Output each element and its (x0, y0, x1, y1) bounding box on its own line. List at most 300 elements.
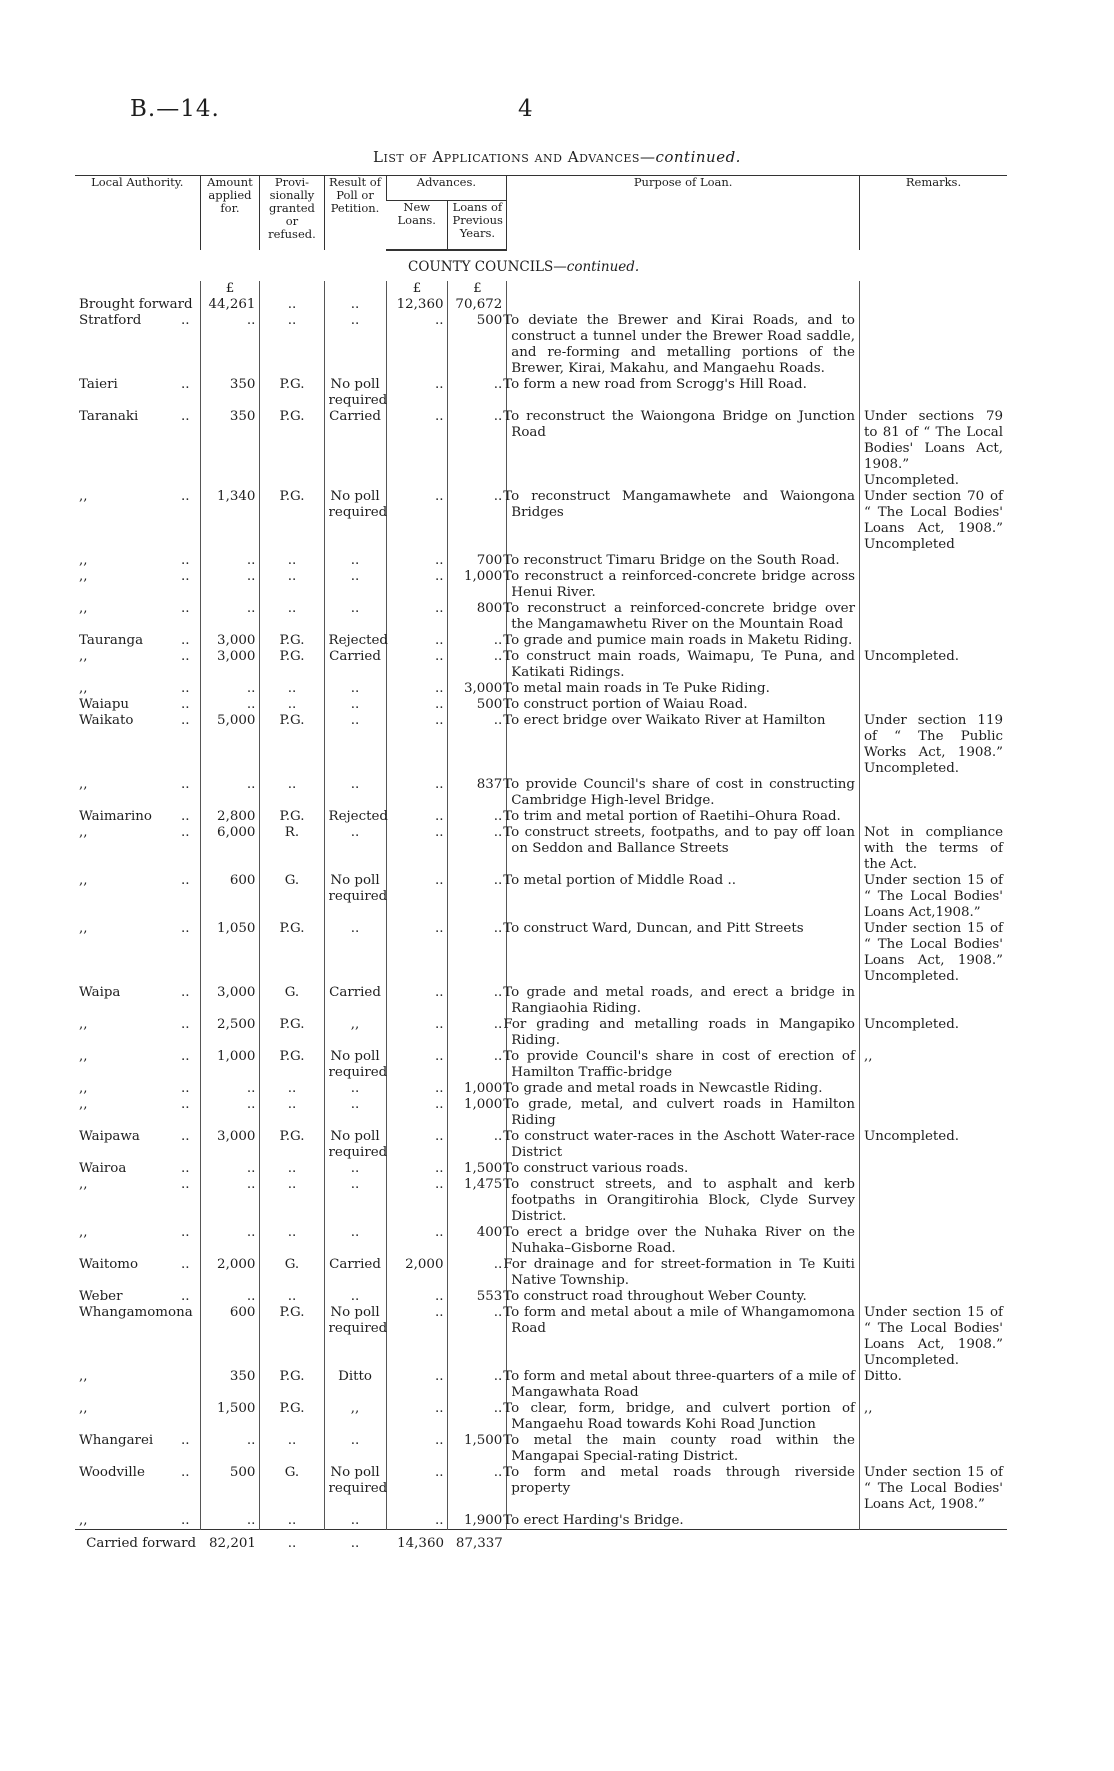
row-amount: .. (200, 1177, 260, 1225)
row-result: .. (324, 1097, 386, 1129)
row-remarks: Uncompleted. (859, 1017, 1007, 1049)
row-loans-previous: .. (448, 921, 507, 985)
row-purpose: To provide Council's share in cost of erection of Hamilton Traffic-bridge (507, 1049, 860, 1081)
authority-name: ,, (79, 1369, 88, 1384)
table-row (75, 1401, 1007, 1433)
footer-amount: 82,201 (200, 1530, 260, 1553)
authority-name: ,, (79, 601, 88, 616)
row-amount: .. (200, 553, 260, 569)
row-authority (75, 553, 200, 569)
row-result: Rejected (324, 809, 386, 825)
row-provisionally: P.G. (260, 1129, 324, 1161)
row-purpose: To reconstruct a reinforced-concrete bridge across Henui River. (507, 569, 860, 601)
row-amount: 5,000 (200, 713, 260, 777)
row-result: .. (324, 1433, 386, 1465)
table-row (75, 1097, 1007, 1129)
currency-new: £ (386, 281, 448, 297)
table-row (75, 1017, 1007, 1049)
row-provisionally: P.G. (260, 713, 324, 777)
row-loans-previous: 500 (448, 697, 507, 713)
row-result: No poll required (324, 1129, 386, 1161)
row-result: .. (324, 713, 386, 777)
row-remarks (859, 297, 1007, 313)
row-result: .. (324, 921, 386, 985)
row-amount: 600 (200, 873, 260, 921)
row-loans-previous: 837 (448, 777, 507, 809)
table-row (75, 649, 1007, 681)
leader-dots: .. (181, 313, 190, 328)
row-amount: 600 (200, 1305, 260, 1369)
title-suffix: continued. (655, 148, 741, 166)
row-purpose: To grade and pumice main roads in Maketu Riding. (507, 633, 860, 649)
leader-dots: .. (181, 569, 190, 584)
row-purpose: To erect bridge over Waikato River at Hamilton (507, 713, 860, 777)
row-remarks (859, 1161, 1007, 1177)
row-loans-previous: 700 (448, 553, 507, 569)
row-authority (75, 601, 200, 633)
row-amount: 3,000 (200, 985, 260, 1017)
row-loans-previous: .. (448, 1049, 507, 1081)
authority-name: Waimarino (79, 809, 152, 824)
row-remarks (859, 1097, 1007, 1129)
row-result: Rejected (324, 633, 386, 649)
section-heading-row (75, 250, 1007, 281)
row-purpose: To form and metal about three-quarters of a mile of Mangawhata Road (507, 1369, 860, 1401)
row-new-loans: .. (386, 873, 448, 921)
row-authority (75, 1081, 200, 1097)
row-new-loans: .. (386, 1513, 448, 1530)
leader-dots: .. (181, 553, 190, 568)
row-purpose: To reconstruct the Waiongona Bridge on Junction Road (507, 409, 860, 489)
authority-name: Waitomo (79, 1257, 139, 1272)
row-result: .. (324, 1225, 386, 1257)
row-amount: 3,000 (200, 1129, 260, 1161)
row-remarks (859, 777, 1007, 809)
leader-dots: .. (181, 601, 190, 616)
row-remarks (859, 633, 1007, 649)
row-remarks: Under section 119 of “ The Public Works Act, 1908.” Uncompleted. (859, 713, 1007, 777)
leader-dots: .. (181, 825, 190, 840)
row-purpose: To trim and metal portion of Raetihi–Ohura Road. (507, 809, 860, 825)
row-new-loans: .. (386, 1017, 448, 1049)
row-new-loans: .. (386, 1369, 448, 1401)
row-purpose: To provide Council's share of cost in constructing Cambridge High-level Bridge. (507, 777, 860, 809)
row-provisionally: P.G. (260, 377, 324, 409)
row-authority (75, 1225, 200, 1257)
table-row (75, 553, 1007, 569)
col-advances: Advances. (386, 176, 507, 201)
table-row (75, 633, 1007, 649)
authority-name: ,, (79, 649, 88, 664)
row-loans-previous: 1,500 (448, 1161, 507, 1177)
leader-dots: .. (181, 1081, 190, 1096)
row-loans-previous: .. (448, 633, 507, 649)
row-authority (75, 1017, 200, 1049)
col-purpose: Purpose of Loan. (507, 176, 860, 251)
row-purpose: To form a new road from Scrogg's Hill Road. (507, 377, 860, 409)
leader-dots: .. (181, 985, 190, 1000)
authority-name: Whangarei (79, 1433, 154, 1448)
authority-name: Weber (79, 1289, 123, 1304)
currency-amount: £ (200, 281, 260, 297)
row-purpose: To construct Ward, Duncan, and Pitt Streets (507, 921, 860, 985)
table-row (75, 825, 1007, 873)
table-row (75, 601, 1007, 633)
row-purpose: To erect a bridge over the Nuhaka River on the Nuhaka–Gisborne Road. (507, 1225, 860, 1257)
authority-name: Waiapu (79, 697, 130, 712)
row-provisionally: P.G. (260, 809, 324, 825)
row-amount: .. (200, 313, 260, 377)
row-provisionally: .. (260, 697, 324, 713)
row-new-loans: 2,000 (386, 1257, 448, 1289)
row-remarks: Uncompleted. (859, 1129, 1007, 1161)
row-authority (75, 1049, 200, 1081)
row-amount: 350 (200, 1369, 260, 1401)
row-result: ,, (324, 1017, 386, 1049)
row-authority (75, 1401, 200, 1433)
authority-name: ,, (79, 1097, 88, 1112)
row-authority (75, 1513, 200, 1530)
row-result: No poll required (324, 489, 386, 553)
row-new-loans: .. (386, 313, 448, 377)
table-row (75, 1433, 1007, 1465)
row-purpose: To erect Harding's Bridge. (507, 1513, 860, 1530)
row-authority (75, 409, 200, 489)
row-new-loans: .. (386, 985, 448, 1017)
row-new-loans: .. (386, 601, 448, 633)
row-provisionally: .. (260, 297, 324, 313)
row-provisionally: .. (260, 313, 324, 377)
row-remarks: Under section 15 of “ The Local Bodies' Loans Act,1908.” (859, 873, 1007, 921)
leader-dots: .. (181, 1097, 190, 1112)
row-provisionally: G. (260, 1465, 324, 1513)
row-remarks (859, 809, 1007, 825)
row-amount: 1,500 (200, 1401, 260, 1433)
table-row (75, 873, 1007, 921)
row-purpose (507, 297, 860, 313)
leader-dots: .. (181, 921, 190, 936)
row-result: Carried (324, 409, 386, 489)
row-new-loans: .. (386, 377, 448, 409)
row-amount: .. (200, 1225, 260, 1257)
row-authority (75, 297, 200, 313)
row-purpose: To reconstruct Timaru Bridge on the South Road. (507, 553, 860, 569)
row-provisionally: P.G. (260, 1049, 324, 1081)
leader-dots: .. (181, 1225, 190, 1240)
row-loans-previous: 553 (448, 1289, 507, 1305)
row-purpose: To construct streets, footpaths, and to pay off loan on Seddon and Ballance Streets (507, 825, 860, 873)
row-amount: 44,261 (200, 297, 260, 313)
row-loans-previous: .. (448, 409, 507, 489)
row-purpose: To clear, form, bridge, and culvert portion of Mangaehu Road towards Kohi Road Junction (507, 1401, 860, 1433)
row-amount: .. (200, 1289, 260, 1305)
row-result: Ditto (324, 1369, 386, 1401)
footer-label: Carried forward (75, 1530, 200, 1553)
row-remarks (859, 1289, 1007, 1305)
row-amount: 2,800 (200, 809, 260, 825)
leader-dots: .. (181, 649, 190, 664)
leader-dots: .. (181, 1177, 190, 1192)
authority-name: ,, (79, 569, 88, 584)
table-row (75, 713, 1007, 777)
row-provisionally: .. (260, 1097, 324, 1129)
authority-name: ,, (79, 873, 88, 888)
row-remarks: ,, (859, 1401, 1007, 1433)
row-new-loans: .. (386, 1433, 448, 1465)
table-row (75, 809, 1007, 825)
table-row (75, 1225, 1007, 1257)
row-result: Carried (324, 649, 386, 681)
authority-name: Waipa (79, 985, 121, 1000)
row-loans-previous: .. (448, 1257, 507, 1289)
col-amount-applied: Amount applied for. (200, 176, 260, 251)
row-loans-previous: .. (448, 825, 507, 873)
authority-name: ,, (79, 1177, 88, 1192)
row-loans-previous: 500 (448, 313, 507, 377)
leader-dots: .. (181, 633, 190, 648)
row-remarks (859, 1081, 1007, 1097)
row-result: No poll required (324, 1465, 386, 1513)
row-new-loans: .. (386, 633, 448, 649)
row-authority (75, 649, 200, 681)
row-new-loans: 12,360 (386, 297, 448, 313)
row-result: .. (324, 313, 386, 377)
row-provisionally: .. (260, 1225, 324, 1257)
page-number: 4 (518, 96, 533, 122)
table-row (75, 1161, 1007, 1177)
row-provisionally: P.G. (260, 489, 324, 553)
row-provisionally: P.G. (260, 409, 324, 489)
row-amount: 3,000 (200, 649, 260, 681)
row-remarks (859, 1177, 1007, 1225)
row-provisionally: .. (260, 777, 324, 809)
row-purpose: To reconstruct Mangamawhete and Waiongona Bridges (507, 489, 860, 553)
row-loans-previous: .. (448, 1129, 507, 1161)
row-provisionally: P.G. (260, 1369, 324, 1401)
col-remarks: Remarks. (859, 176, 1007, 251)
row-authority (75, 777, 200, 809)
row-remarks: Under section 15 of “ The Local Bodies' Loans Act, 1908.” (859, 1465, 1007, 1513)
authority-name: ,, (79, 681, 88, 696)
row-authority (75, 809, 200, 825)
leader-dots: .. (181, 1129, 190, 1144)
row-loans-previous: .. (448, 377, 507, 409)
row-purpose: To construct main roads, Waimapu, Te Puna, and Katikati Ridings. (507, 649, 860, 681)
row-remarks: Under section 15 of “ The Local Bodies' Loans Act, 1908.” Uncompleted. (859, 921, 1007, 985)
row-result: Carried (324, 985, 386, 1017)
table-row (75, 377, 1007, 409)
row-authority (75, 313, 200, 377)
row-provisionally: P.G. (260, 649, 324, 681)
row-new-loans: .. (386, 1305, 448, 1369)
authority-name: ,, (79, 1017, 88, 1032)
row-amount: 1,050 (200, 921, 260, 985)
footer-new: 14,360 (386, 1530, 448, 1553)
row-result: .. (324, 601, 386, 633)
row-provisionally: .. (260, 569, 324, 601)
row-new-loans: .. (386, 1097, 448, 1129)
row-authority (75, 489, 200, 553)
row-new-loans: .. (386, 921, 448, 985)
leader-dots: .. (181, 377, 190, 392)
table-row (75, 1257, 1007, 1289)
row-purpose: To construct portion of Waiau Road. (507, 697, 860, 713)
row-result: .. (324, 553, 386, 569)
row-new-loans: .. (386, 1289, 448, 1305)
authority-name: Brought forward (79, 297, 193, 312)
authority-name: Waikato (79, 713, 134, 728)
row-provisionally: .. (260, 1177, 324, 1225)
col-local-authority: Local Authority. (75, 176, 200, 251)
leader-dots: .. (181, 1433, 190, 1448)
col-result-poll: Result of Poll or Petition. (324, 176, 386, 251)
row-purpose: To metal main roads in Te Puke Riding. (507, 681, 860, 697)
row-new-loans: .. (386, 1129, 448, 1161)
row-result: .. (324, 1081, 386, 1097)
row-purpose: To reconstruct a reinforced-concrete bridge over the Mangamawhetu River on the Mountain Road (507, 601, 860, 633)
row-remarks (859, 697, 1007, 713)
table-row (75, 1081, 1007, 1097)
row-remarks (859, 1433, 1007, 1465)
row-new-loans: .. (386, 1161, 448, 1177)
row-purpose: To grade and metal roads, and erect a bridge in Rangiaohia Riding. (507, 985, 860, 1017)
row-purpose: To deviate the Brewer and Kirai Roads, and to construct a tunnel under the Brewer Road saddle, and re-forming and metalling portions of the Brewer, Kirai, Makahu, and Mangaehu Roads. (507, 313, 860, 377)
footer-prev: 87,337 (448, 1530, 507, 1553)
row-remarks: ,, (859, 1049, 1007, 1081)
leader-dots: .. (181, 1049, 190, 1064)
authority-name: ,, (79, 777, 88, 792)
row-provisionally: .. (260, 553, 324, 569)
row-new-loans: .. (386, 713, 448, 777)
row-remarks: Under sections 79 to 81 of “ The Local Bodies' Loans Act, 1908.” Uncompleted. (859, 409, 1007, 489)
row-result: .. (324, 1161, 386, 1177)
authority-name: Whangamomona (79, 1305, 193, 1320)
footer-result: .. (324, 1530, 386, 1553)
row-provisionally: G. (260, 985, 324, 1017)
row-authority (75, 1289, 200, 1305)
row-amount: 3,000 (200, 633, 260, 649)
table-row (75, 1305, 1007, 1369)
table-body (75, 250, 1007, 1530)
row-result: ,, (324, 1401, 386, 1433)
table-row (75, 1177, 1007, 1225)
row-remarks: Under section 15 of “ The Local Bodies' Loans Act, 1908.” Uncompleted. (859, 1305, 1007, 1369)
table-row (75, 697, 1007, 713)
table-row (75, 313, 1007, 377)
row-authority (75, 713, 200, 777)
row-result: .. (324, 569, 386, 601)
row-purpose: To grade, metal, and culvert roads in Hamilton Riding (507, 1097, 860, 1129)
leader-dots: .. (181, 681, 190, 696)
row-authority (75, 1097, 200, 1129)
row-new-loans: .. (386, 825, 448, 873)
row-authority (75, 633, 200, 649)
leader-dots: .. (181, 777, 190, 792)
authority-name: ,, (79, 1049, 88, 1064)
row-new-loans: .. (386, 553, 448, 569)
row-amount: .. (200, 1433, 260, 1465)
row-result: Carried (324, 1257, 386, 1289)
row-provisionally: .. (260, 1161, 324, 1177)
row-purpose: For grading and metalling roads in Mangapiko Riding. (507, 1017, 860, 1049)
row-provisionally: P.G. (260, 921, 324, 985)
row-provisionally: P.G. (260, 1401, 324, 1433)
row-result: .. (324, 777, 386, 809)
row-purpose: To construct various roads. (507, 1161, 860, 1177)
row-amount: .. (200, 569, 260, 601)
row-authority (75, 569, 200, 601)
row-loans-previous: .. (448, 1305, 507, 1369)
row-result: .. (324, 697, 386, 713)
row-remarks (859, 601, 1007, 633)
leader-dots: .. (181, 1017, 190, 1032)
row-amount: .. (200, 1097, 260, 1129)
leader-dots: .. (181, 489, 190, 504)
leader-dots: .. (181, 697, 190, 712)
row-remarks (859, 681, 1007, 697)
row-authority (75, 825, 200, 873)
row-loans-previous: .. (448, 809, 507, 825)
row-amount: 6,000 (200, 825, 260, 873)
row-new-loans: .. (386, 649, 448, 681)
row-purpose: To construct streets, and to asphalt and kerb footpaths in Orangitirohia Block, Clyde Survey District. (507, 1177, 860, 1225)
row-loans-previous: .. (448, 1017, 507, 1049)
row-loans-previous: 1,000 (448, 1081, 507, 1097)
row-new-loans: .. (386, 1225, 448, 1257)
row-loans-previous: 800 (448, 601, 507, 633)
row-authority (75, 697, 200, 713)
authority-name: ,, (79, 1225, 88, 1240)
authority-name: ,, (79, 825, 88, 840)
row-provisionally: .. (260, 1081, 324, 1097)
authority-name: ,, (79, 1401, 88, 1416)
row-authority (75, 377, 200, 409)
authority-name: Tauranga (79, 633, 144, 648)
section-heading (386, 250, 1007, 281)
row-authority (75, 1257, 200, 1289)
report-code: B.—14. (130, 96, 220, 122)
table-row (75, 1369, 1007, 1401)
authority-name: Taranaki (79, 409, 139, 424)
table-row (75, 681, 1007, 697)
row-amount: .. (200, 697, 260, 713)
row-amount: 350 (200, 377, 260, 409)
row-provisionally: .. (260, 1433, 324, 1465)
row-purpose: To grade and metal roads in Newcastle Riding. (507, 1081, 860, 1097)
row-loans-previous: 1,000 (448, 569, 507, 601)
row-authority (75, 681, 200, 697)
row-purpose: To construct road throughout Weber County. (507, 1289, 860, 1305)
authority-name: Wairoa (79, 1161, 127, 1176)
row-result: No poll required (324, 1049, 386, 1081)
row-provisionally: .. (260, 1513, 324, 1530)
table-row (75, 1289, 1007, 1305)
row-new-loans: .. (386, 1177, 448, 1225)
title-main: List of Applications and Advances— (373, 148, 656, 166)
row-amount: 2,000 (200, 1257, 260, 1289)
row-provisionally: .. (260, 601, 324, 633)
row-new-loans: .. (386, 681, 448, 697)
row-authority (75, 985, 200, 1017)
row-amount: 1,340 (200, 489, 260, 553)
row-provisionally: P.G. (260, 1017, 324, 1049)
authority-name: ,, (79, 1513, 88, 1528)
table-row (75, 985, 1007, 1017)
row-authority (75, 1369, 200, 1401)
leader-dots: .. (181, 1289, 190, 1304)
row-remarks: Ditto. (859, 1369, 1007, 1401)
row-remarks (859, 985, 1007, 1017)
